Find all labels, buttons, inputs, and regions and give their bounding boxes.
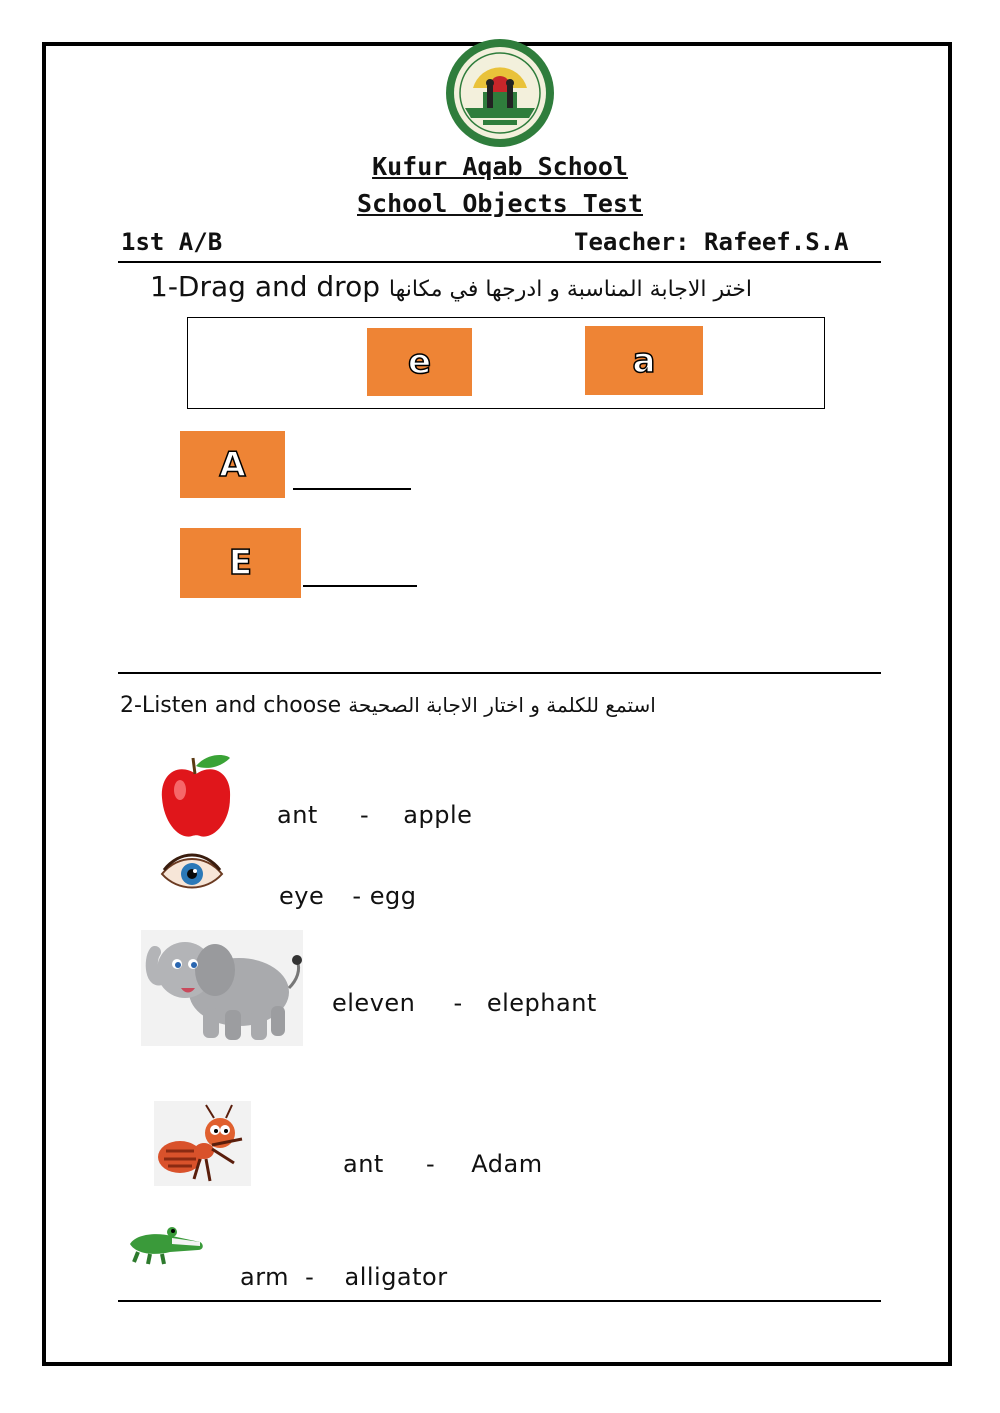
test-title: School Objects Test xyxy=(357,189,643,218)
answer-bank xyxy=(187,317,825,409)
option-separator: - xyxy=(305,1263,315,1291)
drag-tile-a[interactable]: a xyxy=(585,326,703,395)
option-egg[interactable]: egg xyxy=(369,882,417,910)
option-elephant[interactable]: elephant xyxy=(486,989,597,1017)
teacher-label: Teacher: Rafeef.S.A xyxy=(574,228,849,256)
ant-icon xyxy=(154,1101,251,1186)
option-separator: - xyxy=(425,1150,436,1178)
section2-instruction xyxy=(120,693,656,718)
eye-icon xyxy=(160,852,224,894)
elephant-icon xyxy=(141,930,303,1046)
section1-instruction-en: 1-Drag and drop xyxy=(150,270,380,303)
school-logo xyxy=(443,38,557,148)
apple-icon xyxy=(158,752,234,842)
section2-instruction-en: 2-Listen and choose xyxy=(120,693,342,718)
option-ant-2[interactable]: ant xyxy=(343,1150,384,1178)
class-label: 1st A/B xyxy=(121,228,223,256)
section-divider xyxy=(118,672,881,674)
option-separator: - xyxy=(352,882,362,910)
choice-row-5 xyxy=(240,1263,448,1291)
option-eleven[interactable]: eleven xyxy=(332,989,416,1017)
choice-row-4 xyxy=(343,1150,543,1178)
drop-zone-a[interactable] xyxy=(293,488,411,490)
header-divider xyxy=(118,261,881,263)
bottom-divider xyxy=(118,1300,881,1302)
section1-instruction-ar: اختر الاجابة المناسبة و ادرجها في مكانها xyxy=(388,277,753,302)
option-apple[interactable]: apple xyxy=(403,801,473,829)
drop-zone-e[interactable] xyxy=(303,585,417,587)
option-alligator[interactable]: alligator xyxy=(344,1263,448,1291)
choice-row-2 xyxy=(279,882,416,910)
school-name: Kufur Aqab School xyxy=(372,152,628,181)
option-separator: - xyxy=(359,801,370,829)
option-adam[interactable]: Adam xyxy=(471,1150,543,1178)
option-eye[interactable]: eye xyxy=(279,882,325,910)
section1-instruction xyxy=(150,270,752,303)
choice-row-3 xyxy=(332,989,597,1017)
choice-row-1 xyxy=(277,801,472,829)
section2-instruction-ar: استمع للكلمة و اختار الاجابة الصحيحة xyxy=(348,693,656,717)
option-separator: - xyxy=(453,989,463,1017)
option-ant[interactable]: ant xyxy=(277,801,318,829)
alligator-icon xyxy=(126,1220,206,1266)
target-letter-a: A xyxy=(180,431,285,498)
target-letter-e: E xyxy=(180,528,301,598)
drag-tile-e[interactable]: e xyxy=(367,328,472,396)
option-arm[interactable]: arm xyxy=(240,1263,290,1291)
